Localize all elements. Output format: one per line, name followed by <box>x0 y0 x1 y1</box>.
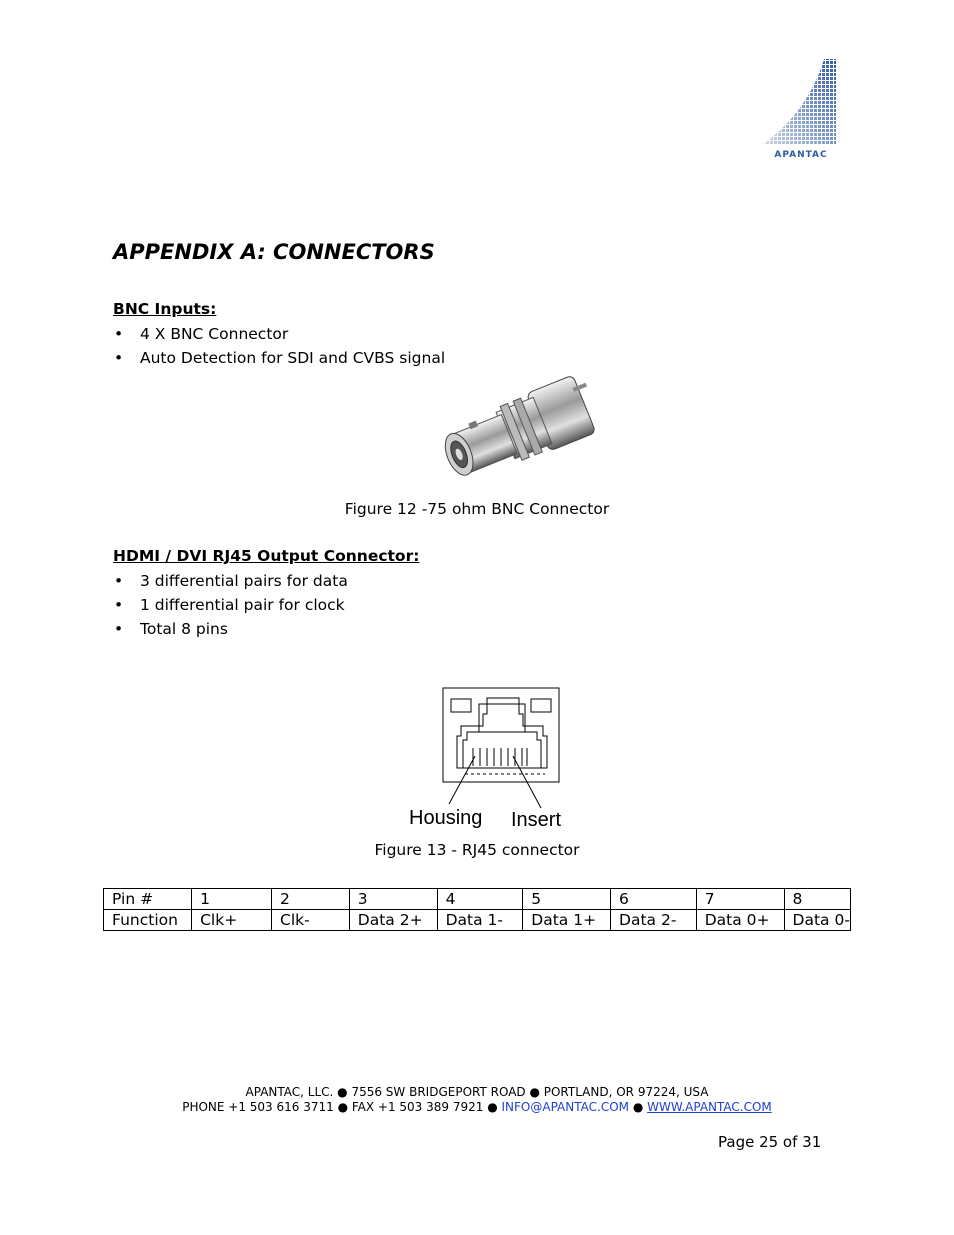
footer-separator: ● <box>629 1100 648 1114</box>
footer-contact <box>0 1100 954 1114</box>
footer-phone-fax: PHONE +1 503 616 3711 ● FAX +1 503 389 7921 ● <box>182 1100 502 1114</box>
table-cell: Data 1+ <box>523 910 611 931</box>
insert-label: Insert <box>511 809 562 831</box>
list-item: • 3 differential pairs for data <box>113 569 348 593</box>
page-number: Page 25 of 31 <box>718 1133 822 1151</box>
rj45-connector-diagram <box>405 686 575 832</box>
table-cell: 1 <box>192 889 272 910</box>
list-item: • Auto Detection for SDI and CVBS signal <box>113 346 445 370</box>
rj45-figure-caption: Figure 13 - RJ45 connector <box>374 841 580 859</box>
table-cell: 6 <box>611 889 697 910</box>
page-heading: APPENDIX A: CONNECTORS <box>113 240 435 264</box>
table-row <box>104 889 851 910</box>
table-cell: Pin # <box>104 889 192 910</box>
list-item: • 4 X BNC Connector <box>113 322 445 346</box>
footer-email-link[interactable]: INFO@APANTAC.COM <box>501 1100 629 1114</box>
table-cell: Clk+ <box>192 910 272 931</box>
table-row <box>104 910 851 931</box>
table-cell: Data 2+ <box>349 910 437 931</box>
table-cell: 5 <box>523 889 611 910</box>
bnc-section-title: BNC Inputs: <box>113 300 217 318</box>
logo-wordmark: APANTAC <box>774 150 828 160</box>
table-cell: 7 <box>696 889 784 910</box>
hdmi-section-title: HDMI / DVI RJ45 Output Connector: <box>113 547 420 565</box>
hdmi-bullet-list <box>113 569 348 641</box>
table-cell: Data 0+ <box>696 910 784 931</box>
bnc-bullet-list <box>113 322 445 370</box>
footer-website-link[interactable]: WWW.APANTAC.COM <box>647 1100 772 1114</box>
table-cell: Data 2- <box>611 910 697 931</box>
housing-label: Housing <box>409 807 483 829</box>
table-cell: Function <box>104 910 192 931</box>
table-cell: 3 <box>349 889 437 910</box>
list-item: • Total 8 pins <box>113 617 348 641</box>
footer-address: APANTAC, LLC. ● 7556 SW BRIDGEPORT ROAD ● PORTLAND, OR 97224, USA <box>245 1085 709 1099</box>
table-cell: Data 1- <box>437 910 523 931</box>
table-cell: Data 0- <box>784 910 850 931</box>
list-item: • 1 differential pair for clock <box>113 593 348 617</box>
bnc-connector-image <box>435 372 600 494</box>
table-cell: 8 <box>784 889 850 910</box>
pin-function-table <box>103 888 851 931</box>
bnc-figure-caption: Figure 12 -75 ohm BNC Connector <box>344 500 610 518</box>
table-cell: 4 <box>437 889 523 910</box>
table-cell: 2 <box>272 889 350 910</box>
apantac-logo <box>758 57 838 163</box>
table-cell: Clk- <box>272 910 350 931</box>
